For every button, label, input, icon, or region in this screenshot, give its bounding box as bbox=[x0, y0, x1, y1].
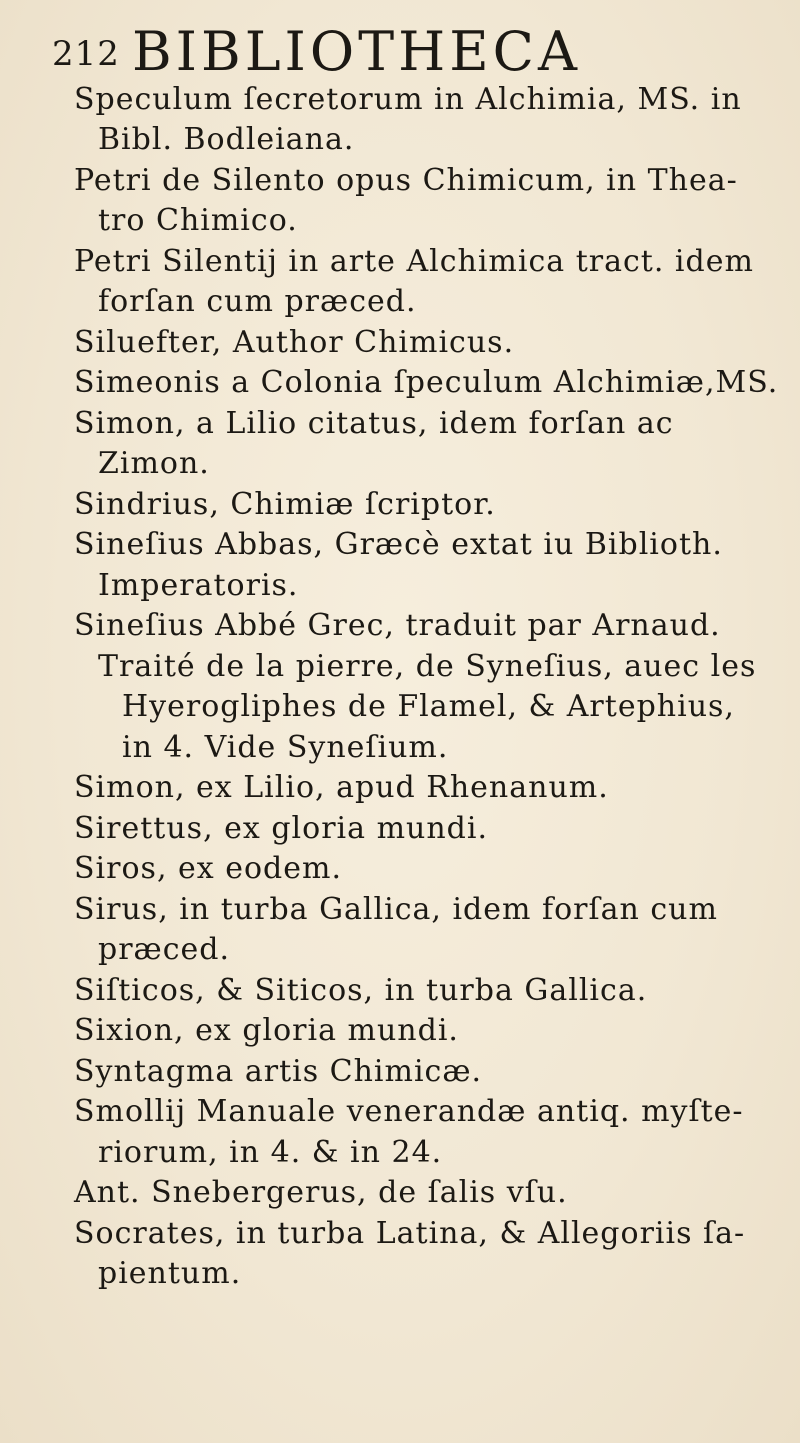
entry-line: Traité de la pierre, de Syneſius, auec les bbox=[98, 649, 757, 684]
entry-line: Simon, ex Lilio, apud Rhenanum. bbox=[74, 770, 609, 805]
entry-line: Imperatoris. bbox=[98, 568, 299, 603]
entry-line: Sixion, ex gloria mundi. bbox=[74, 1013, 459, 1048]
entry-line: Petri Silentij in arte Alchimica tract. idem bbox=[74, 244, 754, 279]
entry-line: Siros, ex eodem. bbox=[74, 851, 342, 886]
entry-line: pientum. bbox=[98, 1256, 242, 1291]
entry-line: Ant. Snebergerus, de ſalis vſu. bbox=[74, 1175, 568, 1210]
entry-line: Zimon. bbox=[98, 446, 210, 481]
entry-line: Hyerogliphes de Flamel, & Artephius, bbox=[122, 689, 735, 724]
entry-line: Simon, a Lilio citatus, idem forſan ac bbox=[74, 406, 674, 441]
entry-line: Sindrius, Chimiæ ſcriptor. bbox=[74, 487, 496, 522]
entry-line: Socrates, in turba Latina, & Allegoriis ſa- bbox=[74, 1216, 746, 1251]
entry-line: Sirus, in turba Gallica, idem forſan cum bbox=[74, 892, 718, 927]
entry-line: Sineſius Abbas, Græcè extat iu Biblioth. bbox=[74, 527, 723, 562]
entry-line: tro Chimico. bbox=[98, 203, 298, 238]
entry-line: præced. bbox=[98, 932, 231, 967]
entry-line: Sineſius Abbé Grec, traduit par Arnaud. bbox=[74, 608, 721, 643]
running-title: BIBLIOTHECA bbox=[132, 20, 581, 83]
entry-line: Sirettus, ex gloria mundi. bbox=[74, 811, 488, 846]
entry-line: Petri de Silento opus Chimicum, in Thea- bbox=[74, 163, 738, 198]
entry-line: Simeonis a Colonia ſpeculum Alchimiæ,MS. bbox=[74, 365, 779, 400]
page-header bbox=[0, 14, 800, 83]
entry-line: Syntagma artis Chimicæ. bbox=[74, 1054, 483, 1089]
entry-line: Smollij Manuale venerandæ antiq. myſte- bbox=[74, 1094, 744, 1129]
entry-line: Speculum ſecretorum in Alchimia, MS. in bbox=[74, 82, 742, 117]
entry-line: Siſticos, & Siticos, in turba Gallica. bbox=[74, 973, 648, 1008]
entry-line: in 4. Vide Syneſium. bbox=[122, 730, 449, 765]
entry-line: Bibl. Bodleiana. bbox=[98, 122, 355, 157]
entry-line: riorum, in 4. & in 24. bbox=[98, 1135, 443, 1170]
entry-line: forſan cum præced. bbox=[98, 284, 417, 319]
entry-line: Siluefter, Author Chimicus. bbox=[74, 325, 515, 360]
page-number: 212 bbox=[52, 34, 120, 74]
